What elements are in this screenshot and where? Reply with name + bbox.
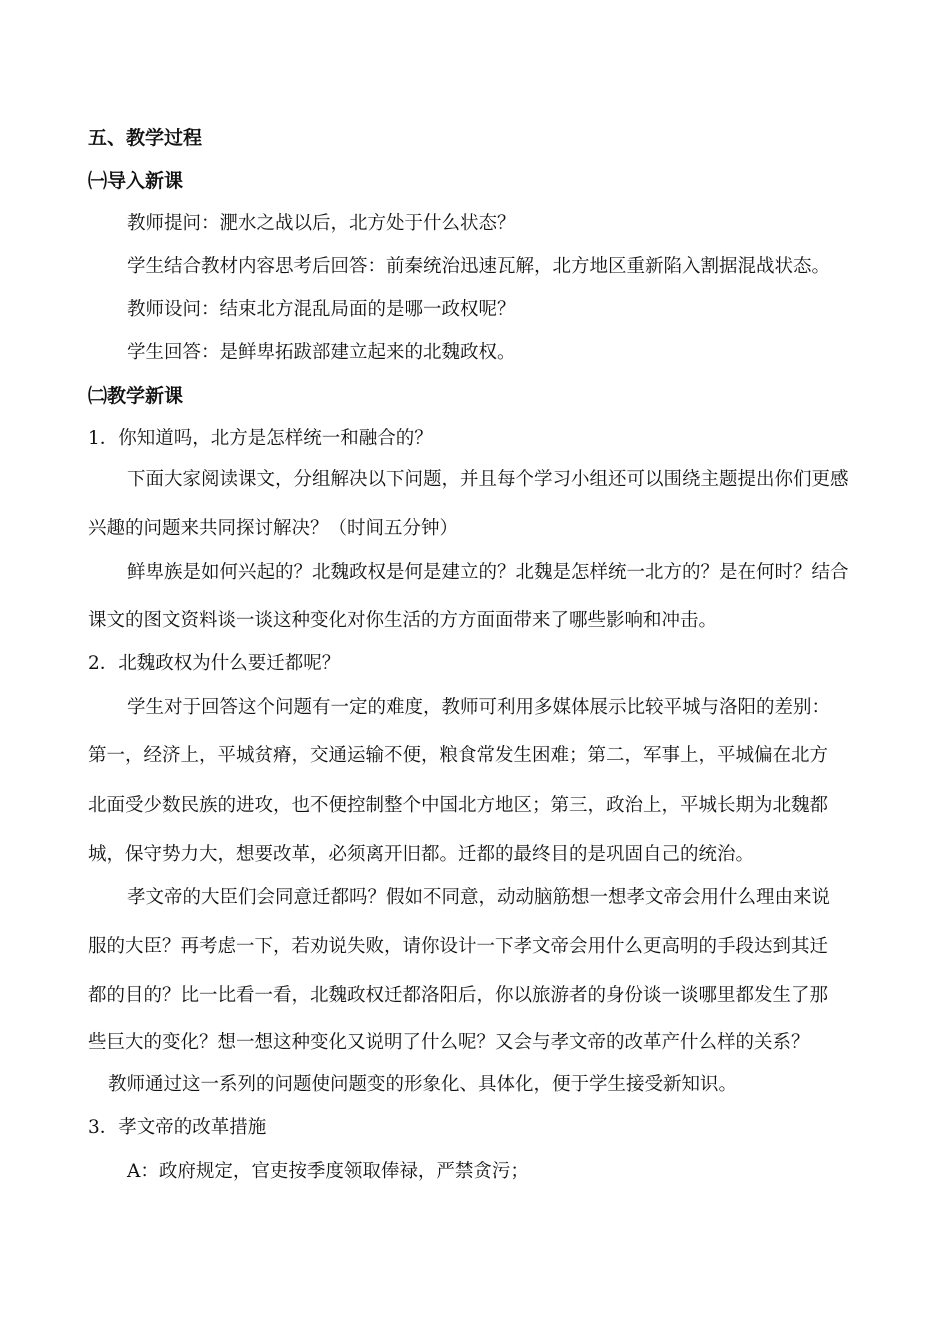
paragraph-line: 第一，经济上，平城贫瘠，交通运输不便，粮食常发生困难；第二，军事上，平城偏在北方	[88, 745, 829, 766]
paragraph-line: 教师提问：淝水之战以后，北方处于什么状态？	[127, 213, 516, 234]
paragraph-line: 下面大家阅读课文，分组解决以下问题，并且每个学习小组还可以围绕主题提出你们更感	[127, 469, 849, 490]
paragraph-line: 孝文帝的大臣们会同意迁都吗？假如不同意，动动脑筋想一想孝文帝会用什么理由来说	[127, 887, 831, 908]
paragraph-line: 些巨大的变化？想一想这种变化又说明了什么呢？又会与孝文帝的改革产什么样的关系？	[88, 1032, 810, 1053]
part2-heading: ㈡教学新课	[88, 385, 184, 407]
question-title: 1．你知道吗，北方是怎样统一和融合的？	[88, 428, 433, 449]
part1-heading: ㈠导入新课	[88, 170, 184, 192]
paragraph-line: 教师设问：结束北方混乱局面的是哪一政权呢？	[127, 299, 516, 320]
question-title: 2．北魏政权为什么要迁都呢？	[88, 653, 341, 674]
paragraph-line: 北面受少数民族的进攻，也不便控制整个中国北方地区；第三，政治上，平城长期为北魏都	[88, 795, 829, 816]
question-title: 3．孝文帝的改革措施	[88, 1117, 267, 1138]
paragraph-line: A：政府规定，官吏按季度领取俸禄，严禁贪污；	[127, 1161, 529, 1182]
paragraph-line: 教师通过这一系列的问题使问题变的形象化、具体化，便于学生接受新知识。	[108, 1074, 738, 1095]
section-heading: 五、教学过程	[88, 127, 203, 149]
paragraph-line: 学生回答：是鲜卑拓跋部建立起来的北魏政权。	[127, 342, 516, 363]
paragraph-line: 都的目的？比一比看一看，北魏政权迁都洛阳后，你以旅游者的身份谈一谈哪里都发生了那	[88, 985, 829, 1006]
paragraph-line: 兴趣的问题来共同探讨解决？（时间五分钟）	[88, 518, 459, 539]
paragraph-line: 学生结合教材内容思考后回答：前秦统治迅速瓦解，北方地区重新陷入割据混战状态。	[127, 256, 831, 277]
paragraph-line: 课文的图文资料谈一谈这种变化对你生活的方方面面带来了哪些影响和冲击。	[88, 610, 718, 631]
paragraph-line: 城，保守势力大，想要改革，必须离开旧都。迁都的最终目的是巩固自己的统治。	[88, 844, 755, 865]
paragraph-line: 学生对于回答这个问题有一定的难度，教师可利用多媒体展示比较平城与洛阳的差别：	[127, 697, 831, 718]
paragraph-line: 服的大臣？再考虑一下，若劝说失败，请你设计一下孝文帝会用什么更高明的手段达到其迁	[88, 936, 829, 957]
paragraph-line: 鲜卑族是如何兴起的？北魏政权是何是建立的？北魏是怎样统一北方的？是在何时？结合	[127, 562, 849, 583]
